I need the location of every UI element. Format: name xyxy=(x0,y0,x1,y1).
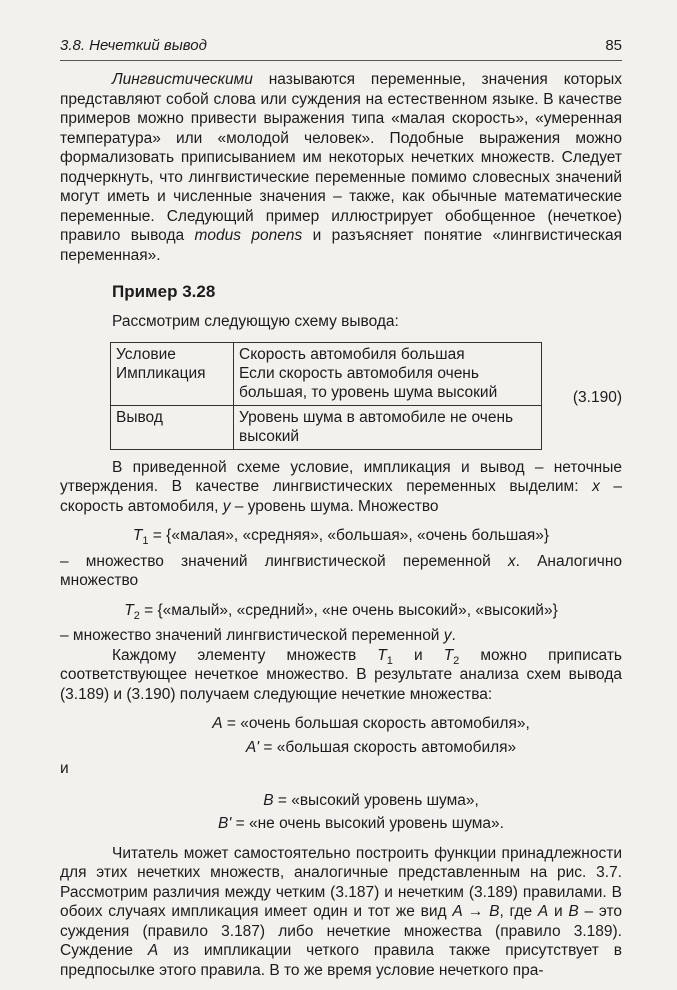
equation-number: (3.190) xyxy=(572,388,622,406)
symbol-b: B xyxy=(263,791,274,809)
value-conclusion: Уровень шума в автомобиле не очень высокий xyxy=(234,405,542,449)
paragraph-definition xyxy=(60,70,622,265)
var-x: x xyxy=(507,552,516,570)
text-span: Каждому элементу множеств xyxy=(112,646,378,664)
text-span: можно приписать соответствующее нечеткое множество. В результате анализа схем вывода (3.189) и (3.190) получаем следующие нечеткие множества: xyxy=(60,646,622,703)
paragraph-comparison xyxy=(60,844,622,981)
paragraph-set-y xyxy=(60,626,622,646)
text-span: из импликации четкого правила также присутствует в предпосылке этого правила. В то же время условие нечеткого пра- xyxy=(60,942,622,979)
implication-expression: A → B xyxy=(452,903,500,920)
formula-a-prime xyxy=(60,738,622,758)
formula-body: = «высокий уровень шума», xyxy=(273,791,479,809)
running-header xyxy=(60,30,622,61)
symbol-t: T xyxy=(443,646,454,664)
value-implication: Если скорость автомобиля очень большая, то уровень шума высокий xyxy=(239,364,498,401)
symbol-b-prime: B' xyxy=(218,815,232,832)
formula-set-t2 xyxy=(60,601,622,621)
scheme-value-cell xyxy=(234,342,542,405)
text-span: и xyxy=(392,646,444,664)
scheme-key-cell xyxy=(111,342,234,405)
symbol-b: B xyxy=(568,903,579,920)
symbol-t: T xyxy=(124,601,134,619)
text-span: В приведенной схеме условие, импликация и вывод – неточные утверждения. В качестве лингвистических переменных выделим: xyxy=(60,458,622,495)
scheme-row-conclusion xyxy=(111,405,542,449)
text-span: – множество значений лингвистической переменной xyxy=(60,552,508,570)
formula-b-prime xyxy=(60,814,622,834)
var-y: y xyxy=(443,627,452,644)
symbol-a: A xyxy=(537,903,549,920)
paragraph-set-x xyxy=(60,552,622,591)
conjunction-and: и xyxy=(60,760,69,777)
page-body xyxy=(60,70,622,980)
subscript: 2 xyxy=(133,609,140,622)
text-span: и xyxy=(548,903,569,920)
text-span: – это суждения (правило 3.187) либо нечеткие множества (правило 3.189). Суждение xyxy=(60,903,622,959)
text-span: Читатель может самостоятельно построить функции принадлежности для этих нечетких множеств, аналогичные представленным на рис. 3.7. Рассмотрим различия между четким (3.187) и нечетким (3.189) правилами. В обоих случаях импликация имеет один и тот же вид xyxy=(60,844,622,920)
formula-body: = «большая скорость автомобиля» xyxy=(259,738,517,756)
text-span: – уровень шума. Множество xyxy=(230,497,439,515)
var-y: y xyxy=(222,497,231,515)
formula-a xyxy=(60,714,622,734)
paragraph-fuzzy-sets xyxy=(60,646,622,705)
emphasis-term: Лингвистическими xyxy=(112,71,253,88)
text-span: – множество значений лингвистической переменной xyxy=(60,627,444,644)
subscript: 1 xyxy=(142,535,149,548)
symbol-a: A xyxy=(212,715,223,732)
formula-body: = {«малый», «средний», «не очень высокий», «высокий»} xyxy=(139,601,558,619)
example-heading: Пример 3.28 xyxy=(112,282,216,301)
key-implication: Импликация xyxy=(116,364,206,382)
symbol-t: T xyxy=(132,527,143,544)
text-span: – скорость автомобиля, xyxy=(60,478,622,515)
example-lead: Рассмотрим следующую схему вывода: xyxy=(112,313,399,330)
value-condition: Скорость автомобиля большая xyxy=(239,345,465,363)
text-span: . xyxy=(451,627,456,644)
text-span: , где xyxy=(499,903,538,920)
paragraph-text-end: и разъясняет понятие «лингвистическая переменная». xyxy=(60,227,623,264)
symbol-t: T xyxy=(377,646,387,664)
subscript: 1 xyxy=(386,654,393,667)
text-span: . Аналогично множество xyxy=(60,552,622,589)
formula-set-t1 xyxy=(60,526,622,546)
paragraph-text: называются переменные, значения которых представляют собой слова или суждения на естественном языке. В качестве примеров можно привести выражения типа «малая скорость», «умеренная температура» или «молодой человек». Подобные выражения можно формализовать приписыванием им некоторых нечетких множеств. Следует подчеркнуть, что лингвистические переменные помимо словесных значений могут иметь и численные значения – также, как обычные математические переменные. Следующий пример иллюстрирует обобщенное (нечеткое) правило вывода xyxy=(60,71,622,244)
subscript: 2 xyxy=(453,654,460,667)
formula-body: = «не очень высокий уровень шума». xyxy=(231,815,504,832)
paragraph-variables xyxy=(60,458,622,517)
scheme-row-premise xyxy=(111,342,542,405)
scheme-table xyxy=(110,342,542,450)
formula-body: = {«малая», «средняя», «большая», «очень большая»} xyxy=(148,527,550,544)
symbol-a-prime: A' xyxy=(245,738,260,756)
inference-scheme xyxy=(60,342,622,450)
key-conclusion: Вывод xyxy=(111,405,234,449)
formula-b xyxy=(60,791,622,811)
section-title: 3.8. Нечеткий вывод xyxy=(60,37,207,54)
emphasis-latin: modus ponens xyxy=(194,227,303,244)
key-condition: Условие xyxy=(116,345,176,363)
page-number: 85 xyxy=(605,37,622,54)
formula-body: = «очень большая скорость автомобиля», xyxy=(222,715,530,732)
var-x: x xyxy=(592,478,600,495)
symbol-a: A xyxy=(147,942,159,959)
